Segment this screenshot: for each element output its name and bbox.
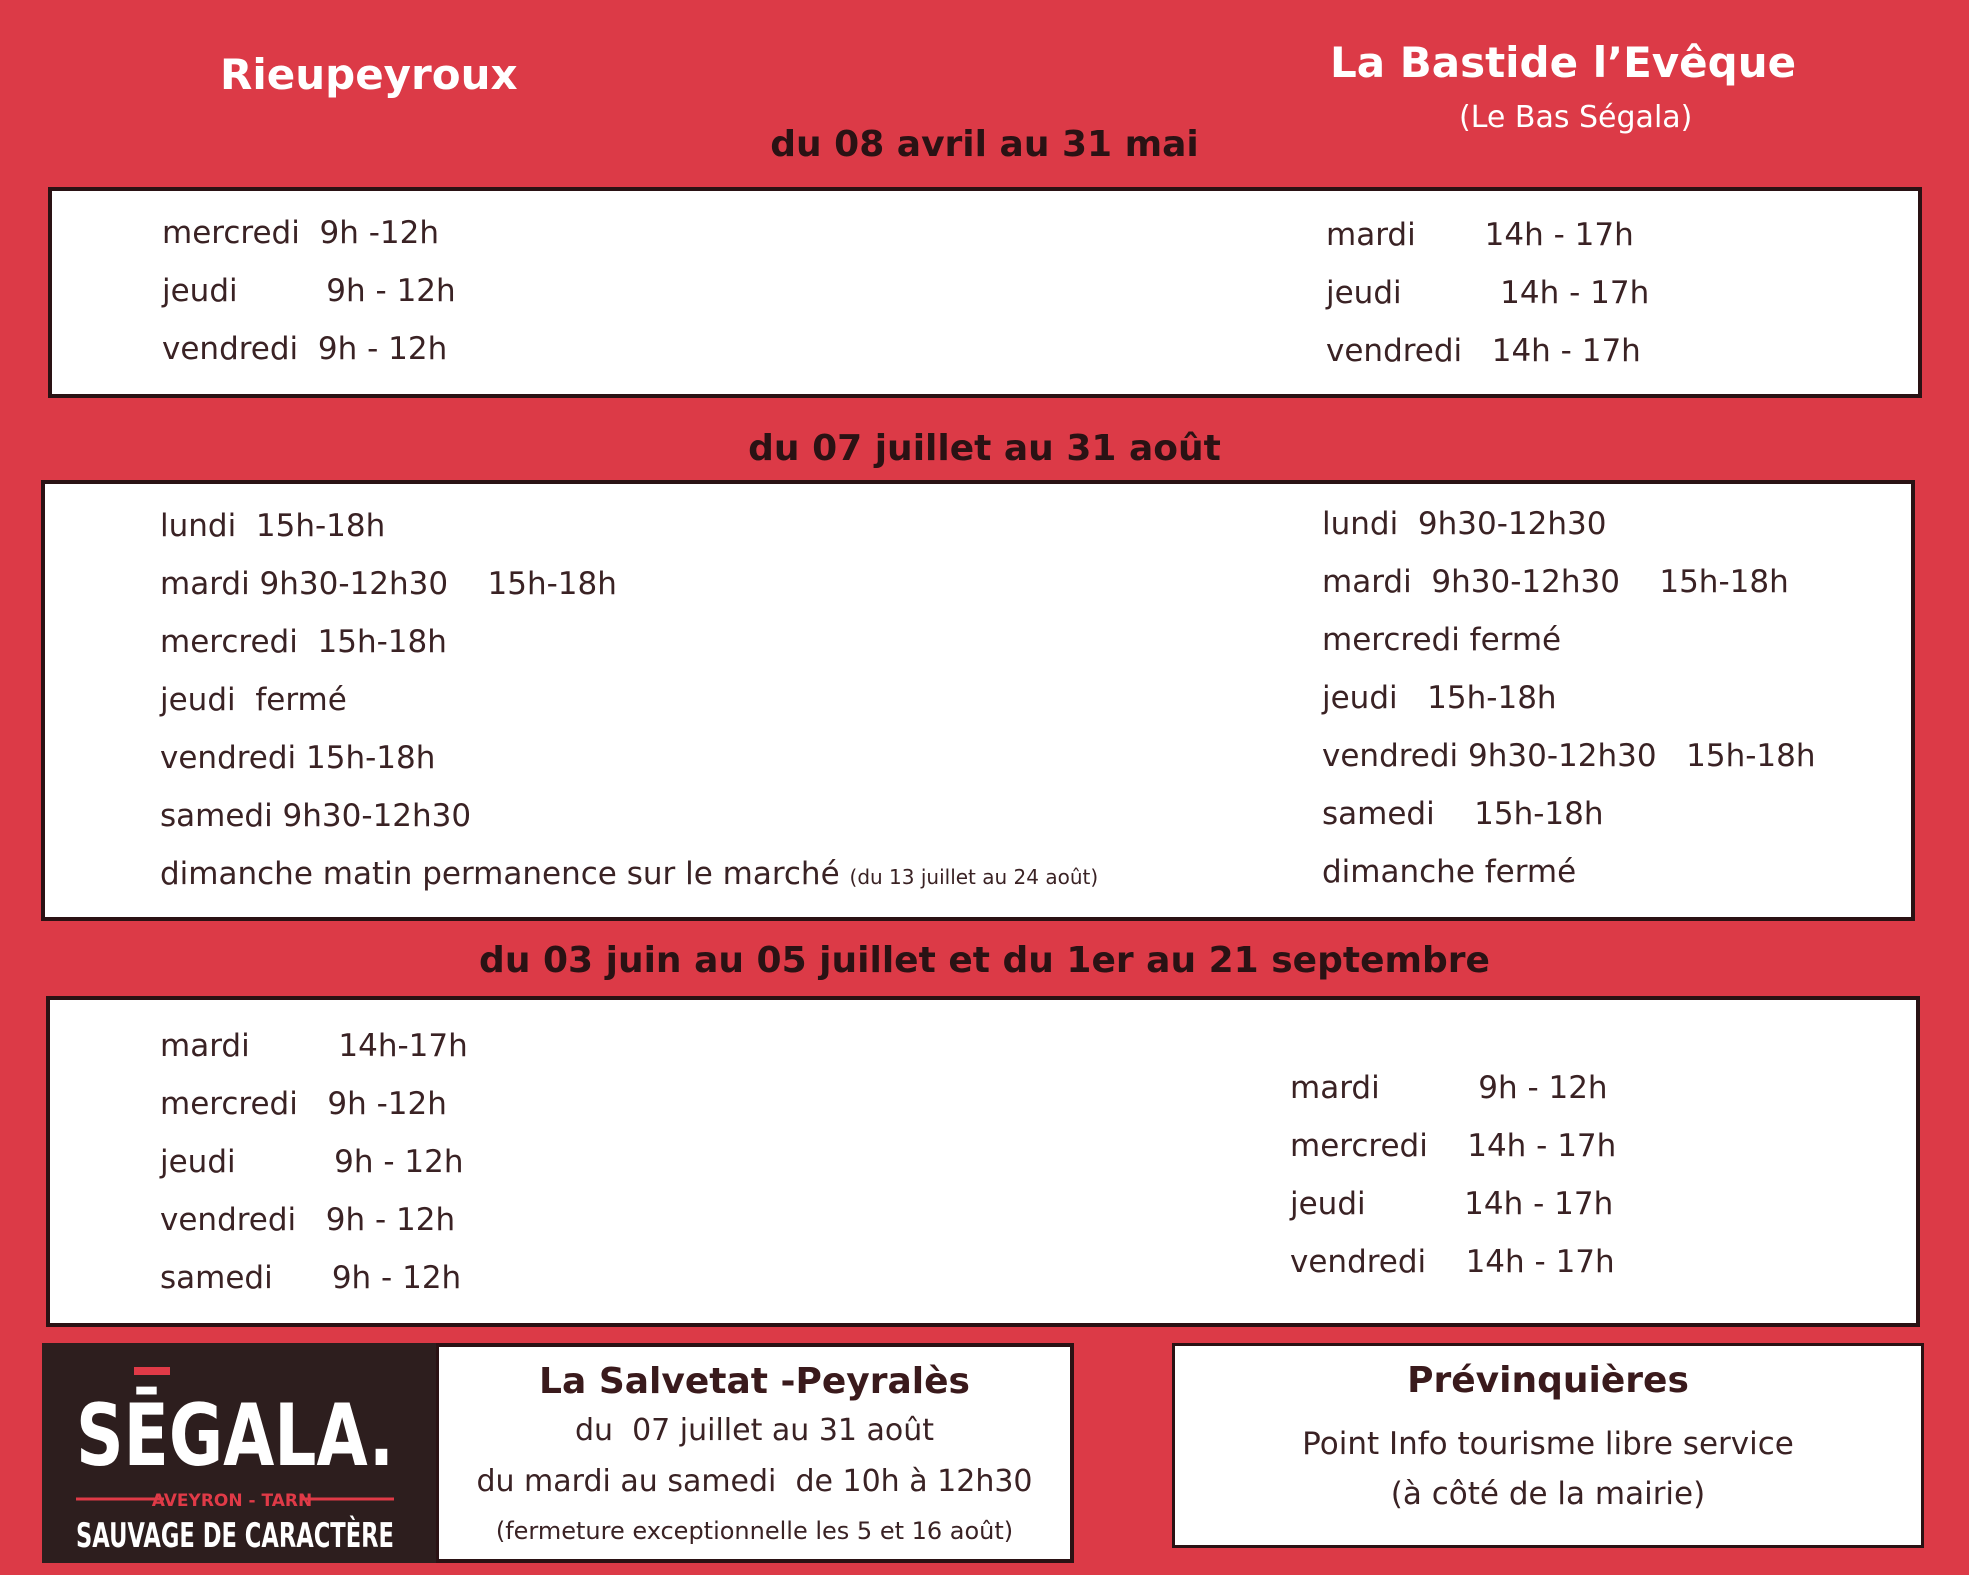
segala-logo-graphic: [42, 1343, 555, 1563]
box1-right-line: vendredi 14h - 17h: [1326, 333, 1641, 369]
box2-right-line: vendredi 9h30-12h30 15h-18h: [1322, 738, 1816, 774]
schedule-box-2: [41, 480, 1915, 921]
box3-left-line: samedi 9h - 12h: [160, 1260, 462, 1296]
box2-right-line: samedi 15h-18h: [1322, 796, 1604, 832]
previnquieres-location: (à côté de la mairie): [1390, 1476, 1706, 1512]
schedule-box-3: [46, 996, 1920, 1327]
box1-right-line: mardi 14h - 17h: [1326, 217, 1634, 253]
box3-left-line: mardi 14h-17h: [160, 1028, 468, 1064]
box2-left-line: mercredi 15h-18h: [160, 624, 447, 660]
logo-tagline: SAUVAGE DE CARACTÈRE: [76, 1516, 555, 1556]
segala-logo: [42, 1343, 555, 1563]
box2-left-sunday-line: [160, 856, 1098, 892]
box2-left-line: vendredi 15h-18h: [160, 740, 436, 776]
salvetat-title: La Salvetat -Peyralès: [539, 1361, 970, 1402]
bastide-title: La Bastide l’Evêque: [1330, 38, 1797, 87]
previnquieres-info: Point Info tourisme libre service: [1302, 1426, 1794, 1462]
box3-right-line: mardi 9h - 12h: [1290, 1070, 1608, 1106]
rieupeyroux-title: Rieupeyroux: [220, 50, 518, 99]
box3-left-line: mercredi 9h -12h: [160, 1086, 447, 1122]
box2-left-line: mardi 9h30-12h30 15h-18h: [160, 566, 617, 602]
salvetat-closure-note: (fermeture exceptionnelle les 5 et 16 août): [495, 1517, 1014, 1545]
previnquieres-title: Prévinquières: [1407, 1360, 1689, 1401]
schedule-box-1: [48, 187, 1922, 398]
box2-right-line: dimanche fermé: [1322, 854, 1577, 890]
box3-right-line: mercredi 14h - 17h: [1290, 1128, 1617, 1164]
box3-right-line: vendredi 14h - 17h: [1290, 1244, 1615, 1280]
box2-left-line: samedi 9h30-12h30: [160, 798, 472, 834]
box2-left-line: lundi 15h-18h: [160, 508, 386, 544]
box2-right-line: jeudi 15h-18h: [1322, 680, 1557, 716]
sunday-market-note: (du 13 juillet au 24 août): [849, 865, 1099, 889]
box3-right-line: jeudi 14h - 17h: [1290, 1186, 1614, 1222]
box2-right-line: lundi 9h30-12h30: [1322, 506, 1607, 542]
logo-region: AVEYRON - TARN: [151, 1491, 313, 1511]
period-3-title: du 03 juin au 05 juillet et du 1er au 21 septembre: [479, 940, 1490, 981]
salvetat-dates: du 07 juillet au 31 août: [574, 1413, 935, 1448]
box2-right-line: mardi 9h30-12h30 15h-18h: [1322, 564, 1789, 600]
bastide-subtitle: (Le Bas Ségala): [1459, 100, 1693, 135]
box2-left-line: jeudi fermé: [160, 682, 347, 718]
salvetat-box: [436, 1343, 1074, 1563]
box1-left-line: vendredi 9h - 12h: [162, 331, 448, 367]
sunday-market-text: dimanche matin permanence sur le marché: [160, 856, 840, 892]
box1-right-line: jeudi 14h - 17h: [1326, 275, 1650, 311]
period-1-title: du 08 avril au 31 mai: [770, 124, 1199, 165]
box3-left-line: vendredi 9h - 12h: [160, 1202, 456, 1238]
box1-left-line: mercredi 9h -12h: [162, 215, 440, 251]
box2-right-line: mercredi fermé: [1322, 622, 1562, 658]
box1-left-line: jeudi 9h - 12h: [162, 273, 456, 309]
salvetat-hours: du mardi au samedi de 10h à 12h30: [476, 1464, 1033, 1499]
logo-brand: SĒGALA.: [76, 1386, 394, 1486]
period-2-title: du 07 juillet au 31 août: [748, 428, 1221, 469]
previnquieres-box: [1172, 1343, 1924, 1548]
box3-left-line: jeudi 9h - 12h: [160, 1144, 464, 1180]
